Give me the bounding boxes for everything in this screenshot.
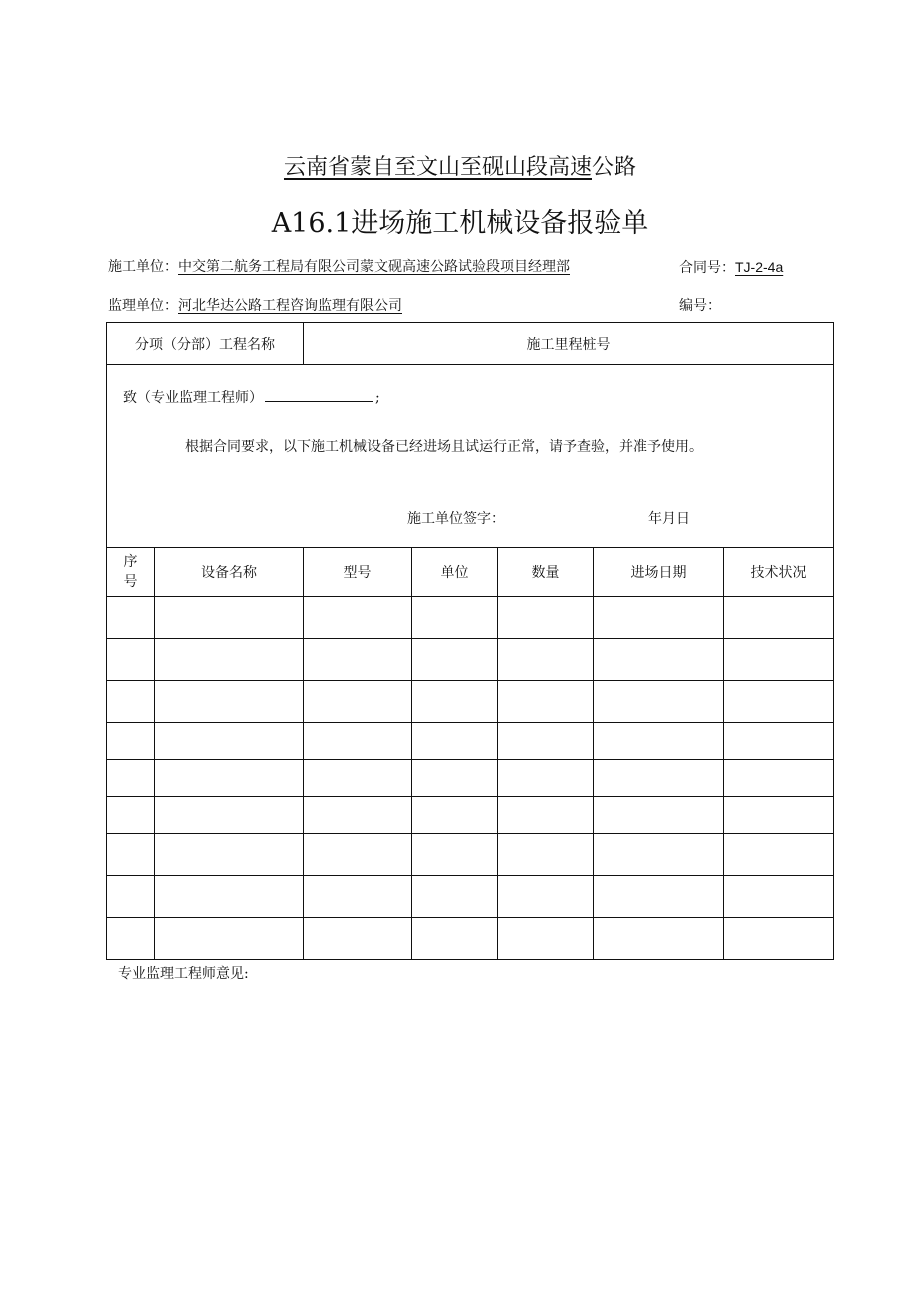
table-cell[interactable] <box>594 597 724 639</box>
table-cell[interactable] <box>304 760 412 797</box>
supervisor-label: 监理单位： <box>108 298 178 314</box>
table-cell[interactable] <box>155 876 304 918</box>
signature-label: 施工单位签字： <box>407 511 505 527</box>
table-cell[interactable] <box>594 681 724 723</box>
table-cell[interactable] <box>594 723 724 760</box>
table-cell[interactable] <box>412 597 498 639</box>
table-row <box>107 723 834 760</box>
table-cell[interactable] <box>724 834 834 876</box>
table-cell[interactable] <box>594 797 724 834</box>
project-name-label: 分项（分部）工程名称 <box>107 323 304 365</box>
col-seq: 序 号 <box>107 548 155 597</box>
table-cell[interactable] <box>594 876 724 918</box>
table-cell[interactable] <box>724 876 834 918</box>
supervisor-line <box>108 297 402 315</box>
table-cell[interactable] <box>155 681 304 723</box>
table-row <box>107 639 834 681</box>
table-cell[interactable] <box>412 876 498 918</box>
memo-recipient <box>123 387 380 407</box>
col-unit: 单位 <box>412 548 498 597</box>
table-cell[interactable] <box>724 681 834 723</box>
table-cell[interactable] <box>724 918 834 960</box>
memo-cell <box>107 365 834 548</box>
table-cell[interactable] <box>412 760 498 797</box>
table-row <box>107 681 834 723</box>
project-title-main: 云南省蒙自至文山至砚山段高速 <box>283 155 592 180</box>
equipment-header-row <box>107 548 834 597</box>
table-cell[interactable] <box>304 639 412 681</box>
table-cell[interactable] <box>304 918 412 960</box>
table-cell[interactable] <box>498 597 594 639</box>
table-cell[interactable] <box>412 797 498 834</box>
table-cell[interactable] <box>107 834 155 876</box>
contract-no-value: TJ-2-4a <box>735 259 784 275</box>
table-row <box>107 797 834 834</box>
table-cell[interactable] <box>724 597 834 639</box>
table-cell[interactable] <box>498 681 594 723</box>
table-cell[interactable] <box>107 597 155 639</box>
col-condition: 技术状况 <box>724 548 834 597</box>
table-cell[interactable] <box>498 639 594 681</box>
table-cell[interactable] <box>412 918 498 960</box>
supervisor-value: 河北华达公路工程咨询监理有限公司 <box>178 298 402 314</box>
memo-recipient-prefix: 致（专业监理工程师） <box>123 390 263 406</box>
table-cell[interactable] <box>107 918 155 960</box>
table-cell[interactable] <box>594 918 724 960</box>
table-cell[interactable] <box>498 918 594 960</box>
table-cell[interactable] <box>412 723 498 760</box>
date-label: 年月日 <box>648 511 690 527</box>
contractor-label: 施工单位： <box>108 259 178 275</box>
contract-no-label: 合同号： <box>679 260 735 276</box>
table-cell[interactable] <box>594 834 724 876</box>
contract-no-line <box>679 258 783 277</box>
table-row <box>107 918 834 960</box>
table-cell[interactable] <box>412 639 498 681</box>
table-cell[interactable] <box>155 639 304 681</box>
table-row <box>107 876 834 918</box>
table-cell[interactable] <box>412 834 498 876</box>
table-cell[interactable] <box>594 639 724 681</box>
table-cell[interactable] <box>155 834 304 876</box>
table-cell[interactable] <box>304 597 412 639</box>
project-title <box>0 150 920 181</box>
table-cell[interactable] <box>107 723 155 760</box>
table-cell[interactable] <box>155 723 304 760</box>
table-cell[interactable] <box>155 597 304 639</box>
memo-recipient-suffix: ; <box>375 390 380 406</box>
table-row <box>107 597 834 639</box>
col-model: 型号 <box>304 548 412 597</box>
table-cell[interactable] <box>155 918 304 960</box>
table-cell[interactable] <box>498 834 594 876</box>
chainage-label: 施工里程桩号 <box>304 323 834 365</box>
table-cell[interactable] <box>107 797 155 834</box>
serial-no-label: 编号： <box>679 298 721 314</box>
table-cell[interactable] <box>724 723 834 760</box>
table-cell[interactable] <box>412 681 498 723</box>
contractor-line <box>108 258 570 276</box>
report-form-table <box>106 322 834 960</box>
table-cell[interactable] <box>724 760 834 797</box>
project-title-suffix: 公路 <box>592 155 637 180</box>
table-cell[interactable] <box>498 723 594 760</box>
col-entry-date: 进场日期 <box>594 548 724 597</box>
table-cell[interactable] <box>304 876 412 918</box>
serial-no-line <box>679 297 721 315</box>
col-quantity: 数量 <box>498 548 594 597</box>
table-cell[interactable] <box>107 681 155 723</box>
opinion-label: 专业监理工程师意见: <box>118 966 249 982</box>
table-cell[interactable] <box>107 876 155 918</box>
col-equipment-name: 设备名称 <box>155 548 304 597</box>
table-cell[interactable] <box>155 797 304 834</box>
memo-body: 根据合同要求，以下施工机械设备已经进场且试运行正常，请予查验，并准予使用。 <box>185 439 703 455</box>
table-cell[interactable] <box>724 797 834 834</box>
table-cell[interactable] <box>304 797 412 834</box>
table-cell[interactable] <box>498 797 594 834</box>
table-cell[interactable] <box>724 639 834 681</box>
table-cell[interactable] <box>107 639 155 681</box>
table-cell[interactable] <box>304 681 412 723</box>
table-cell[interactable] <box>498 876 594 918</box>
form-title: A16.1进场施工机械设备报验单 <box>271 208 649 239</box>
table-cell[interactable] <box>304 834 412 876</box>
table-row <box>107 760 834 797</box>
table-cell[interactable] <box>594 760 724 797</box>
contractor-value: 中交第二航务工程局有限公司蒙文砚高速公路试验段项目经理部 <box>178 259 570 275</box>
table-cell[interactable] <box>155 760 304 797</box>
table-cell[interactable] <box>304 723 412 760</box>
memo-row <box>107 365 834 548</box>
table-cell[interactable] <box>107 760 155 797</box>
recipient-blank[interactable] <box>265 389 373 402</box>
table-row <box>107 834 834 876</box>
table-cell[interactable] <box>498 760 594 797</box>
header-row <box>107 323 834 365</box>
equipment-rows <box>107 597 834 960</box>
